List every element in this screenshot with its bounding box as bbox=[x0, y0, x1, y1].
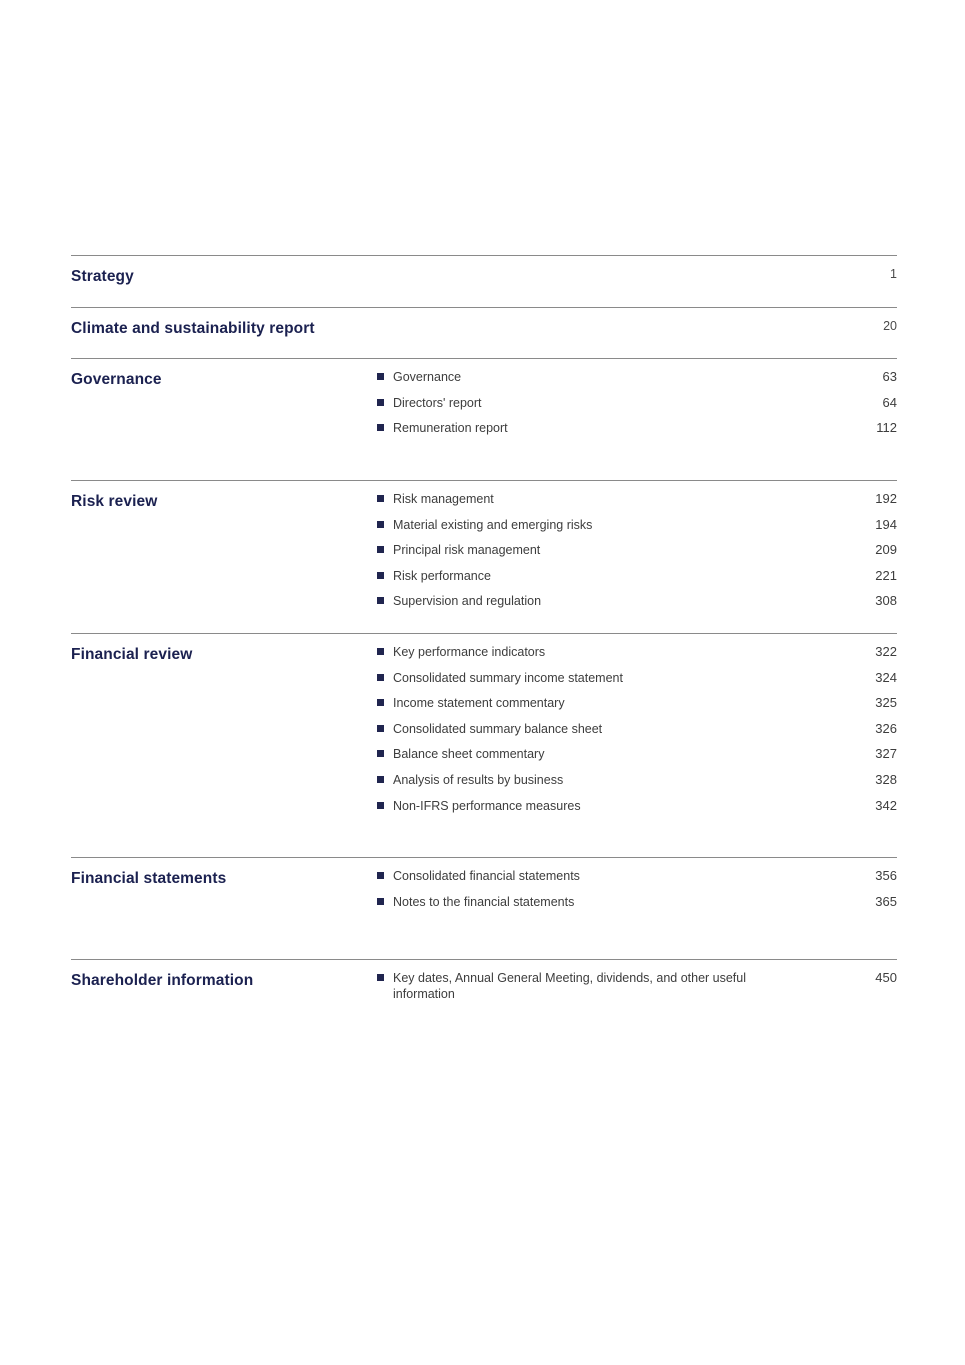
bullet-square-icon bbox=[377, 495, 384, 502]
item-label: Notes to the financial statements bbox=[393, 894, 575, 909]
item-label: Governance bbox=[393, 370, 462, 384]
item-page-number: 450 bbox=[875, 970, 897, 985]
item-page-number: 327 bbox=[875, 746, 897, 762]
bullet-square-icon bbox=[377, 872, 384, 879]
toc-section-climate bbox=[71, 307, 897, 358]
toc-item bbox=[377, 395, 897, 421]
toc-item bbox=[377, 644, 897, 670]
item-label: Consolidated summary balance sheet bbox=[393, 721, 603, 736]
item-page-number: 221 bbox=[875, 567, 897, 583]
toc-item bbox=[377, 593, 897, 619]
section-title: Financial review bbox=[71, 646, 193, 663]
item-label: Key dates, Annual General Meeting, dividends, and other useful information bbox=[393, 971, 747, 1001]
item-page-number: 325 bbox=[875, 695, 897, 711]
toc-item bbox=[377, 491, 897, 517]
item-page-number: 322 bbox=[875, 644, 897, 659]
bullet-square-icon bbox=[377, 699, 384, 706]
item-label: Consolidated summary income statement bbox=[393, 670, 623, 685]
item-page-number: 209 bbox=[875, 542, 897, 558]
item-page-number: 192 bbox=[875, 491, 897, 506]
item-page-number: 64 bbox=[882, 394, 897, 410]
item-label: Income statement commentary bbox=[393, 696, 565, 711]
bullet-square-icon bbox=[377, 546, 384, 553]
section-title: Risk review bbox=[71, 493, 158, 510]
item-page-number: 356 bbox=[875, 868, 897, 883]
toc-item bbox=[377, 798, 897, 824]
item-page-number: 328 bbox=[875, 771, 897, 787]
toc-item bbox=[377, 746, 897, 772]
bullet-square-icon bbox=[377, 648, 384, 655]
bullet-square-icon bbox=[377, 521, 384, 528]
item-page-number: 342 bbox=[875, 797, 897, 813]
toc-item bbox=[377, 517, 897, 543]
section-title: Climate and sustainability report bbox=[71, 320, 315, 337]
item-label: Risk management bbox=[393, 492, 494, 506]
item-label: Analysis of results by business bbox=[393, 772, 564, 787]
toc-item bbox=[377, 868, 897, 894]
bullet-square-icon bbox=[377, 373, 384, 380]
item-label: Balance sheet commentary bbox=[393, 747, 545, 762]
toc-section-financial-review bbox=[71, 633, 897, 857]
item-page-number: 63 bbox=[882, 369, 897, 384]
bullet-square-icon bbox=[377, 802, 384, 809]
toc-item bbox=[377, 369, 897, 395]
item-label: Principal risk management bbox=[393, 543, 541, 558]
item-page-number: 365 bbox=[875, 893, 897, 909]
section-title: Strategy bbox=[71, 268, 134, 285]
section-page-number: 1 bbox=[890, 267, 897, 281]
toc-section-governance bbox=[71, 358, 897, 480]
item-page-number: 194 bbox=[875, 516, 897, 532]
item-label: Directors' report bbox=[393, 395, 482, 410]
bullet-square-icon bbox=[377, 725, 384, 732]
bullet-square-icon bbox=[377, 399, 384, 406]
toc-section-strategy bbox=[71, 255, 897, 307]
toc-item bbox=[377, 721, 897, 747]
section-page-number: 20 bbox=[883, 319, 897, 333]
item-label: Risk performance bbox=[393, 568, 491, 583]
section-title: Financial statements bbox=[71, 870, 227, 887]
bullet-square-icon bbox=[377, 424, 384, 431]
toc-item bbox=[377, 420, 897, 446]
bullet-square-icon bbox=[377, 597, 384, 604]
toc-item bbox=[377, 695, 897, 721]
item-page-number: 326 bbox=[875, 720, 897, 736]
bullet-square-icon bbox=[377, 898, 384, 905]
item-label: Supervision and regulation bbox=[393, 594, 542, 609]
table-of-contents bbox=[71, 255, 897, 1079]
item-page-number: 324 bbox=[875, 669, 897, 685]
item-label: Key performance indicators bbox=[393, 645, 546, 659]
toc-section-shareholder-information bbox=[71, 959, 897, 1079]
item-label: Consolidated financial statements bbox=[393, 869, 580, 883]
bullet-square-icon bbox=[377, 974, 384, 981]
toc-section-financial-statements bbox=[71, 857, 897, 959]
item-page-number: 112 bbox=[876, 420, 897, 436]
toc-item bbox=[377, 772, 897, 798]
toc-item bbox=[377, 542, 897, 568]
item-label: Non-IFRS performance measures bbox=[393, 798, 581, 813]
item-page-number: 308 bbox=[875, 593, 897, 609]
bullet-square-icon bbox=[377, 674, 384, 681]
item-label: Remuneration report bbox=[393, 421, 508, 436]
section-title: Governance bbox=[71, 371, 162, 388]
toc-item bbox=[377, 894, 897, 920]
section-title: Shareholder information bbox=[71, 972, 254, 989]
toc-item bbox=[377, 568, 897, 594]
bullet-square-icon bbox=[377, 776, 384, 783]
toc-item bbox=[377, 670, 897, 696]
item-label: Material existing and emerging risks bbox=[393, 517, 593, 532]
toc-item bbox=[377, 970, 897, 1002]
bullet-square-icon bbox=[377, 572, 384, 579]
toc-section-risk-review bbox=[71, 480, 897, 633]
bullet-square-icon bbox=[377, 750, 384, 757]
